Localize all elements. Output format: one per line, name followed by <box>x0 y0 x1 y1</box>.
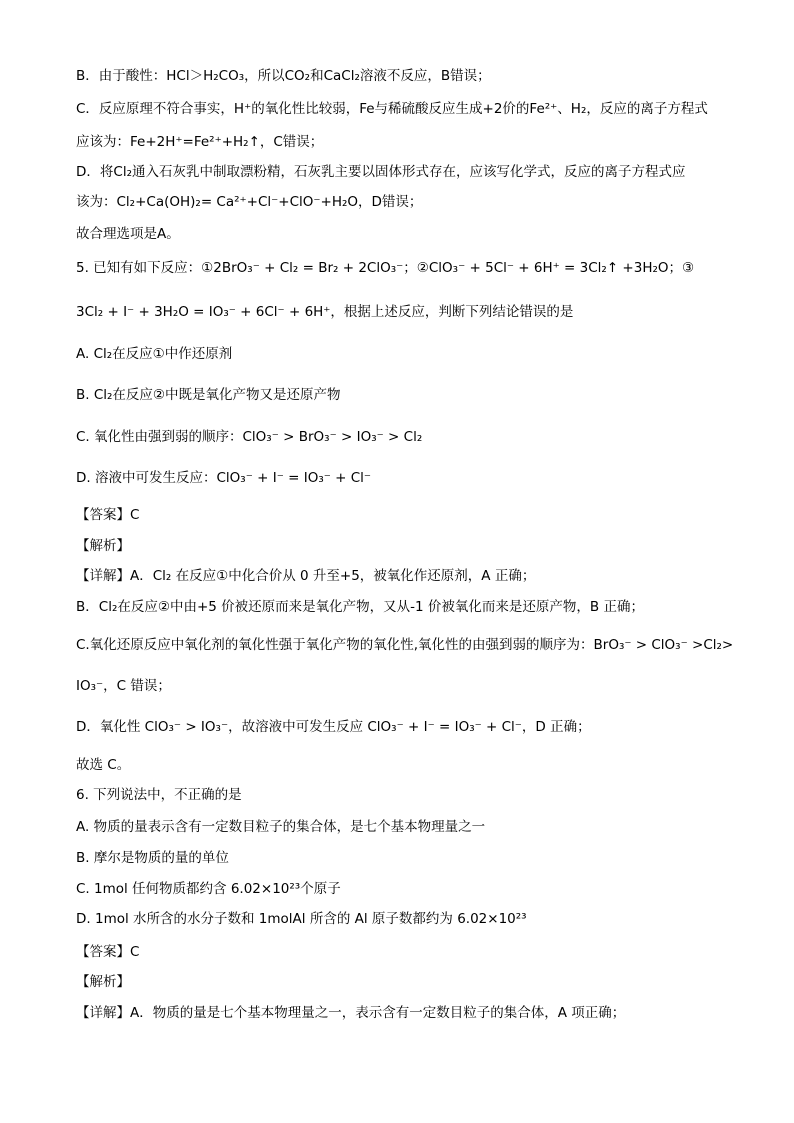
question-6-analysis-heading: 【解析】 <box>76 974 130 990</box>
question-5-option-d: D. 溶液中可发生反应：ClO₃⁻ + I⁻ = IO₃⁻ + Cl⁻ <box>76 470 372 486</box>
question-6-option-c: C. 1mol 任何物质都约含 6.02×10²³个原子 <box>76 881 341 897</box>
question-6-option-a: A. 物质的量表示含有一定数目粒子的集合体，是七个基本物理量之一 <box>76 819 486 835</box>
question-5-option-b: B. Cl₂在反应②中既是氧化产物又是还原产物 <box>76 387 341 403</box>
question-6-answer: 【答案】C <box>76 944 140 960</box>
question-5-answer: 【答案】C <box>76 507 140 523</box>
question-5-detail-b: B．Cl₂在反应②中由+5 价被还原而来是氧化产物，又从-1 价被氧化而来是还原产物，B 正确； <box>76 599 644 615</box>
question-5-choose: 故选 C。 <box>76 757 131 773</box>
question-6-option-d: D. 1mol 水所含的水分子数和 1molAl 所含的 Al 原子数都约为 6.02×10²³ <box>76 911 527 927</box>
text-line: B．由于酸性：HCl＞H₂CO₃，所以CO₂和CaCl₂溶液不反应，B错误； <box>76 68 491 84</box>
text-line: 故合理选项是A。 <box>76 226 180 242</box>
question-5-option-c: C. 氧化性由强到弱的顺序：ClO₃⁻ > BrO₃⁻ > IO₃⁻ > Cl₂ <box>76 429 423 445</box>
question-5-detail-c: C.氧化还原反应中氧化剂的氧化性强于氧化产物的氧化性,氧化性的由强到弱的顺序为：BrO₃⁻ > ClO₃⁻ >Cl₂> <box>76 637 734 653</box>
question-6-detail-a: 【详解】A．物质的量是七个基本物理量之一，表示含有一定数目粒子的集合体，A 项正确； <box>76 1005 626 1021</box>
text-line: 该为：Cl₂+Ca(OH)₂= Ca²⁺+Cl⁻+ClO⁻+H₂O，D错误； <box>76 194 423 210</box>
question-5-detail-d: D．氧化性 ClO₃⁻ > IO₃⁻，故溶液中可发生反应 ClO₃⁻ + I⁻ = IO₃⁻ + Cl⁻，D 正确； <box>76 719 591 735</box>
text-line: D．将Cl₂通入石灰乳中制取漂粉精，石灰乳主要以固体形式存在，应该写化学式，反应的离子方程式应 <box>76 164 686 180</box>
question-5-option-a: A. Cl₂在反应①中作还原剂 <box>76 346 233 362</box>
question-5-detail-a: 【详解】A．Cl₂ 在反应①中化合价从 0 升至+5，被氧化作还原剂，A 正确； <box>76 568 536 584</box>
text-line: C．反应原理不符合事实，H⁺的氧化性比较弱，Fe与稀硫酸反应生成+2价的Fe²⁺、H₂，反应的离子方程式 <box>76 101 708 117</box>
question-6-option-b: B. 摩尔是物质的量的单位 <box>76 850 229 866</box>
question-5-analysis-heading: 【解析】 <box>76 538 130 554</box>
question-5-detail-c-cont: IO₃⁻，C 错误； <box>76 678 171 694</box>
text-line: 应该为：Fe+2H⁺=Fe²⁺+H₂↑，C错误； <box>76 134 324 150</box>
question-5-stem-cont: 3Cl₂ + I⁻ + 3H₂O = IO₃⁻ + 6Cl⁻ + 6H⁺，根据上述反应，判断下列结论错误的是 <box>76 304 574 320</box>
question-6-stem: 6. 下列说法中，不正确的是 <box>76 787 242 803</box>
question-5-stem: 5. 已知有如下反应：①2BrO₃⁻ + Cl₂ = Br₂ + 2ClO₃⁻；②ClO₃⁻ + 5Cl⁻ + 6H⁺ = 3Cl₂↑ +3H₂O；③ <box>76 260 695 276</box>
